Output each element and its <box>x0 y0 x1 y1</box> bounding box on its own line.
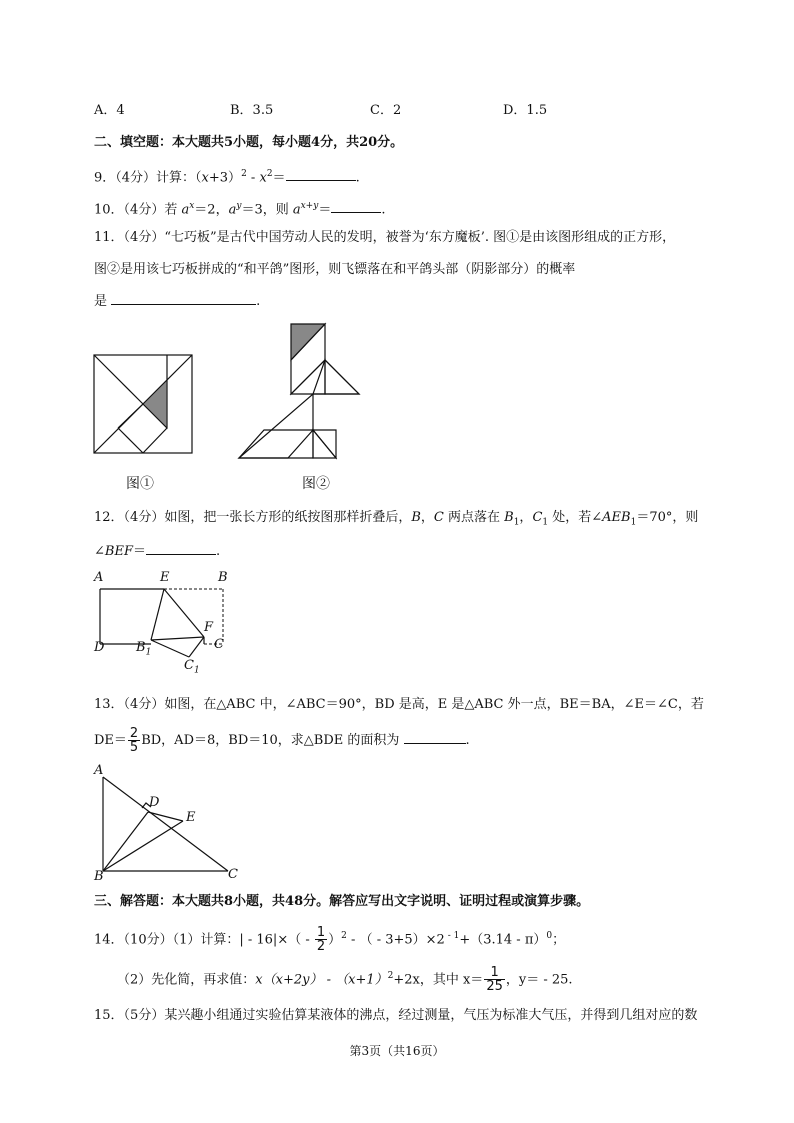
q10-exp: x <box>189 201 195 211</box>
q14-exp: 2 <box>387 971 394 981</box>
q10-exp: y <box>236 201 242 211</box>
q9-text: . <box>355 170 360 186</box>
q12-text: ＝ <box>132 544 146 559</box>
question-13-line-2 <box>94 727 470 754</box>
label-f: F <box>204 620 214 635</box>
q9-label: 9．（4分）计算：（ <box>94 170 202 186</box>
label-c1-letter: C <box>184 658 194 673</box>
q12-sub: 1 <box>630 517 637 528</box>
label-c1-sub: 1 <box>193 665 200 676</box>
q14-text: ） <box>328 932 342 948</box>
q14-exp: 2 <box>341 931 347 941</box>
q12-text: ， <box>420 510 434 525</box>
fraction-1-25 <box>484 966 505 993</box>
label-e: E <box>186 810 196 825</box>
q9-exp: 2 <box>266 169 273 179</box>
q10-exp: x+y <box>300 201 319 211</box>
answer-blank[interactable] <box>331 198 381 213</box>
q12-sub: 1 <box>513 517 520 528</box>
option-a: A．4 <box>94 103 125 118</box>
q9-text: - <box>246 170 260 186</box>
q11-text: 是 <box>94 294 112 309</box>
q10-var: a <box>228 202 237 218</box>
folded-paper-figure <box>94 570 244 680</box>
q14-text: +2x，其中 x＝ <box>393 972 484 988</box>
option-c: C．2 <box>370 103 402 118</box>
q10-text: ＝2， <box>194 202 229 218</box>
q9-text: +3） <box>208 170 242 186</box>
q12-text: 处，若∠ <box>548 510 603 525</box>
question-12-line-1 <box>94 508 698 533</box>
q9-var: x <box>201 170 209 186</box>
answer-blank[interactable] <box>404 729 466 744</box>
fraction-2-5 <box>128 727 140 754</box>
label-c: C <box>214 637 224 652</box>
dove-figure <box>236 322 368 460</box>
triangle-drawing <box>92 763 242 885</box>
question-15-line-1: 15．（5分）某兴趣小组通过实验估算某液体的沸点，经过测量，气压为标准大气压，并得到几组对应的数 <box>94 1008 698 1023</box>
q9-text: ＝ <box>272 170 286 186</box>
label-b1-letter: B <box>136 640 146 655</box>
triangle-figure <box>92 763 242 885</box>
label-b: B <box>94 869 104 884</box>
label-d: D <box>94 640 105 655</box>
q12-text: ＝70°，则 <box>636 510 699 525</box>
question-14-line-1 <box>94 922 565 954</box>
q10-var: a <box>292 202 301 218</box>
question-14-line-2 <box>117 962 573 994</box>
option-b: B．3.5 <box>230 103 274 118</box>
q11-text: . <box>256 294 261 309</box>
folded-paper-drawing <box>94 570 244 680</box>
q14-text: - （ - 3+5）×2 <box>346 932 445 948</box>
q12-var: C <box>532 510 543 525</box>
q13-text: DE＝ <box>94 733 127 748</box>
q9-exp: 2 <box>241 169 247 179</box>
question-10 <box>94 196 385 220</box>
q14-text: （2）先化简，再求值： <box>117 972 256 988</box>
label-b1 <box>136 640 151 658</box>
question-11-line-2: 图②是用该七巧板拼成的“和平鸽”图形，则飞镖落在和平鸽头部（阴影部分）的概率 <box>94 262 576 277</box>
q13-text: BD，AD＝8，BD＝10，求△BDE 的面积为 <box>141 733 404 748</box>
q14-text: 14．（10分）（1）计算：| - 16|×（ - <box>94 932 314 948</box>
fraction-1-2 <box>315 926 327 953</box>
label-b: B <box>218 570 228 585</box>
label-c1 <box>184 658 200 676</box>
q12-var: AEB <box>602 510 631 525</box>
fraction-denominator: 5 <box>129 740 139 755</box>
q14-text: ； <box>552 932 566 948</box>
q14-exp: - 1 <box>444 931 460 941</box>
label-c: C <box>228 867 238 882</box>
q12-var: C <box>433 510 444 525</box>
option-d: D．1.5 <box>503 103 548 118</box>
q14-text: +（3.14 - π） <box>459 932 547 948</box>
q12-text: 12．（4分）如图，把一张长方形的纸按图那样折叠后， <box>94 510 412 525</box>
answer-blank[interactable] <box>146 540 216 555</box>
q12-text: ， <box>519 510 533 525</box>
q12-var: B <box>504 510 514 525</box>
q12-var: BEF <box>104 544 133 559</box>
q12-var: B <box>411 510 421 525</box>
question-11-line-1: 11．（4分）“七巧板”是古代中国劳动人民的发明，被誉为‘东方魔板’. 图①是由该图形组成的正方形， <box>94 230 676 245</box>
q10-text: ＝3，则 <box>241 202 293 218</box>
q9-var: x <box>259 170 267 186</box>
q10-text: . <box>381 202 386 218</box>
q12-text: . <box>216 544 221 559</box>
fraction-denominator: 2 <box>316 939 326 955</box>
q13-text: . <box>465 733 470 748</box>
q10-text: ＝ <box>318 202 332 218</box>
figure-1-label: 图① <box>126 476 154 492</box>
q10-label: 10．（4分）若 <box>94 202 182 218</box>
label-e: E <box>160 570 170 585</box>
fraction-numerator: 2 <box>129 726 139 741</box>
label-b1-sub: 1 <box>145 647 152 658</box>
section-3-title: 三、解答题：本大题共8小题，共48分。解答应写出文字说明、证明过程或演算步骤。 <box>94 894 590 909</box>
question-11-line-3 <box>94 290 260 312</box>
fraction-denominator: 25 <box>486 979 503 995</box>
label-d: D <box>149 795 160 810</box>
question-12-line-2 <box>94 540 220 562</box>
section-2-title: 二、填空题：本大题共5小题，每小题4分，共20分。 <box>94 135 404 150</box>
tangram-square-figure <box>92 353 194 455</box>
label-a: A <box>94 763 104 778</box>
fraction-numerator: 1 <box>484 966 505 980</box>
label-a: A <box>94 570 104 585</box>
answer-blank[interactable] <box>111 290 256 305</box>
q14-expr: x（x+2y） - （x+1） <box>255 972 388 988</box>
q14-exp: 0 <box>546 931 553 941</box>
q12-sub: 1 <box>542 517 549 528</box>
fraction-numerator: 1 <box>316 925 326 941</box>
q10-var: a <box>181 202 190 218</box>
question-9 <box>94 164 360 188</box>
answer-blank[interactable] <box>286 166 356 181</box>
q14-text: ，y＝ - 25. <box>505 972 573 988</box>
figure-2-label: 图② <box>302 476 330 492</box>
page-footer: 第3页（共16页） <box>349 1044 445 1058</box>
q12-text: ∠ <box>94 544 105 559</box>
q12-text: 两点落在 <box>443 510 505 525</box>
question-13-line-1: 13．（4分）如图，在△ABC 中，∠ABC＝90°，BD 是高，E 是△ABC 外一点，BE＝BA，∠E＝∠C，若 <box>94 697 704 712</box>
